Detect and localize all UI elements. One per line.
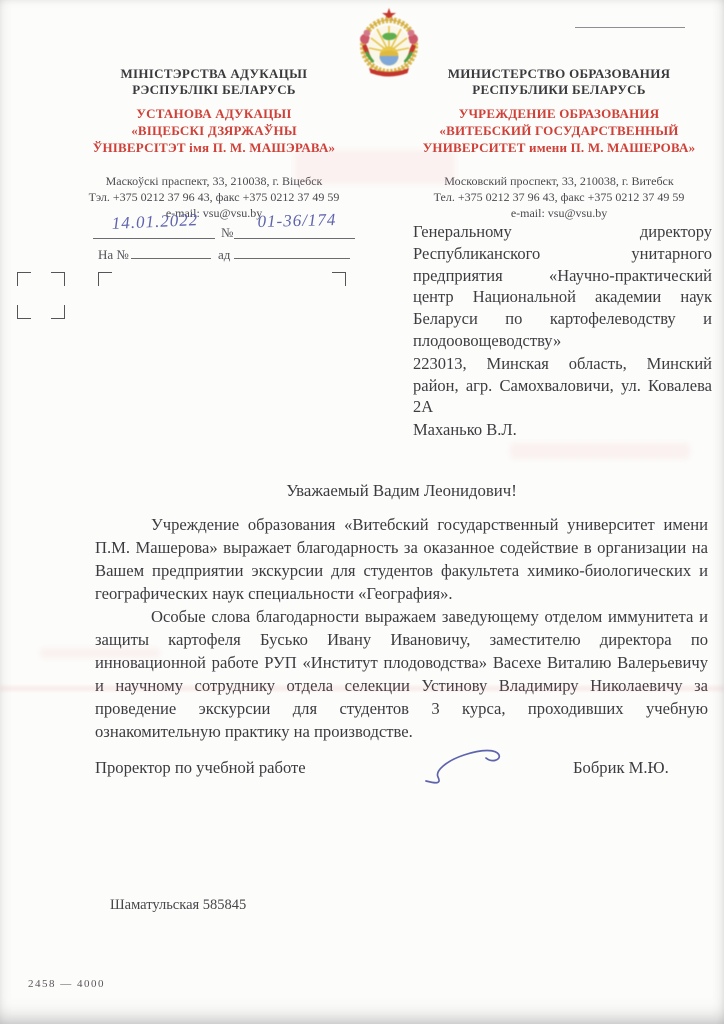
org-email-by: e-mail: vsu@vsu.by xyxy=(165,206,263,220)
scan-stray-mark xyxy=(575,27,685,28)
org-email-ru: e-mail: vsu@vsu.by xyxy=(510,206,608,220)
executor-contact: Шаматульская 585845 xyxy=(110,897,247,913)
signer-title: Проректор по учебной работе xyxy=(95,758,306,777)
recipient-organization: Генеральному директору Республиканского унитарного предприятия «Научно-практический центр Национальной академии наук Беларуси по картофелеводству и плодоовощеводству» xyxy=(413,222,712,350)
reply-date-line xyxy=(234,258,350,259)
letterhead-right xyxy=(400,66,718,221)
stamp-zone-corner-br xyxy=(51,305,65,319)
org-address-by: Маскоўскі праспект, 33, 210038, г. Віцебск xyxy=(105,174,323,188)
letterhead-left xyxy=(55,66,373,221)
number-line xyxy=(234,238,355,239)
ministry-name-by-line1: МІНІСТЭРСТВА АДУКАЦЫІ xyxy=(120,66,308,81)
address-zone-corner-tl xyxy=(98,272,112,286)
ministry-name-by-line2: РЭСПУБЛІКІ БЕЛАРУСЬ xyxy=(132,82,296,97)
print-order-code: 2458 — 4000 xyxy=(28,978,105,990)
ministry-name-ru-line2: РЕСПУБЛИКИ БЕЛАРУСЬ xyxy=(472,82,646,97)
reply-to-label: На № xyxy=(98,247,129,262)
recipient-block xyxy=(413,221,712,441)
scan-ghosting-artifact xyxy=(40,648,160,658)
body-paragraph-1: Учреждение образования «Витебский государственный университет имени П.М. Машерова» выражает благодарность за оказанное содействие в организации на Вашем предприятии экскурсии для студентов факультета химико-биологических и географических наук специальности «География». xyxy=(95,515,708,603)
reply-number-line xyxy=(131,258,211,259)
body-paragraph-2: Особые слова благодарности выражаем заведующему отделом иммунитета и защиты картофеля Бусько Ивану Ивановичу, заместителю директора по инновационной работе РУП «Институт плодоводства» Васехе Виталию Валерьевичу и научному сотруднику отдела селекции Устинову Владимиру Николаевичу за проведение экскурсии для студентов 3 курса, проходивших учебную ознакомительную практику на производстве. xyxy=(95,607,708,741)
fold-line-artifact xyxy=(0,686,724,691)
org-name-ru-line3: УНИВЕРСИТЕТ имени П. М. МАШЕРОВА» xyxy=(422,140,696,155)
recipient-postal-address: 223013, Минская область, Минский район, агр. Самохваловичи, ул. Ковалева 2А xyxy=(413,353,712,417)
handwritten-signature xyxy=(420,745,512,798)
stamp-zone-corner-tr xyxy=(51,272,65,286)
org-name-by-line2: «ВІЦЕБСКІ ДЗЯРЖАЎНЫ xyxy=(131,123,297,138)
scan-ghosting-artifact xyxy=(510,443,690,459)
org-phone-ru: Тел. +375 0212 37 96 43, факс +375 0212 37 49 59 xyxy=(433,190,685,204)
org-name-by-line1: УСТАНОВА АДУКАЦЫІ xyxy=(136,106,292,121)
org-name-ru-line1: УЧРЕЖДЕНИЕ ОБРАЗОВАНИЯ xyxy=(458,106,660,121)
org-address-ru: Московский проспект, 33, 210038, г. Витебск xyxy=(444,174,674,188)
recipient-person: Маханько В.Л. xyxy=(413,420,517,440)
handwritten-number: 01-36/174 xyxy=(257,209,337,232)
scan-ghosting-artifact xyxy=(295,150,455,184)
address-zone-corner-tr xyxy=(332,272,346,286)
stamp-zone-corner-tl xyxy=(17,272,31,286)
salutation: Уважаемый Вадим Леонидович! xyxy=(286,481,517,500)
org-name-ru-line2: «ВИТЕБСКИЙ ГОСУДАРСТВЕННЫЙ xyxy=(439,123,679,138)
stamp-zone-corner-bl xyxy=(17,305,31,319)
number-label: № xyxy=(221,225,234,240)
handwritten-date: 14.01.2022 xyxy=(111,210,199,233)
org-name-by-line3: ЎНІВЕРСІТЭТ імя П. М. МАШЭРАВА» xyxy=(92,140,336,155)
date-line xyxy=(93,238,215,239)
signer-name: Бобрик М.Ю. xyxy=(573,758,669,777)
ministry-name-ru-line1: МИНИСТЕРСТВО ОБРАЗОВАНИЯ xyxy=(447,66,671,81)
reply-from-label: ад xyxy=(218,247,231,262)
org-phone-by: Тэл. +375 0212 37 96 43, факс +375 0212 37 49 59 xyxy=(88,190,340,204)
letter-body xyxy=(95,513,708,743)
